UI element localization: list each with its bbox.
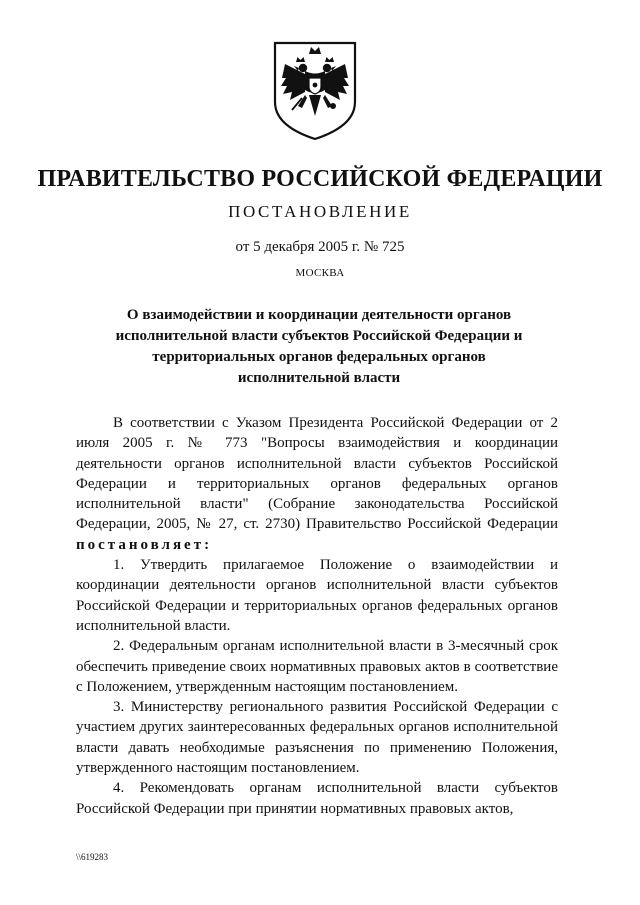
decree-item-1: 1. Утвердить прилагаемое Положение о взаимодействии и координации деятельности органов исполнительной власти субъектов Российской Федерации и территориальных органов федеральных органов исполнительной власти. bbox=[76, 557, 558, 634]
preamble-text: В соответствии с Указом Президента Российской Федерации от 2 июля 2005 г. № 773 "Вопросы взаимодействия и координации деятельности органов исполнительной власти субъектов Российской Федерации и территориальных органов федеральных органов исполнительной власти" (Собрание законодательства Российской Федерации, 2005, № 27, ст. 2730) Правительство Российской Федерации bbox=[76, 415, 558, 533]
decree-item-2: 2. Федеральным органам исполнительной власти в 3-месячный срок обеспечить приведение своих нормативных правовых актов в соответствие с Положением, утвержденным настоящим постановлением. bbox=[76, 638, 558, 695]
document-id: \\619283 bbox=[76, 852, 109, 862]
preamble-paragraph bbox=[76, 413, 558, 555]
government-title: ПРАВИТЕЛЬСТВО РОССИЙСКОЙ ФЕДЕРАЦИИ bbox=[37, 166, 603, 192]
decree-word: постановляет: bbox=[76, 536, 213, 553]
document-city: МОСКВА bbox=[295, 267, 345, 279]
decree-item-3: 3. Министерству регионального развития Российской Федерации с участием других заинтересованных федеральных органов исполнительной власти давать необходимые разъяснения по применению Положения, утвержденного настоящим постановлением. bbox=[76, 699, 558, 777]
document-subject: О взаимодействии и координации деятельности органов исполнительной власти субъектов Российской Федерации и территориальных органов федеральных органов исполнительной власти bbox=[115, 307, 523, 386]
decree-item-4: 4. Рекомендовать органам исполнительной власти субъектов Российской Федерации при принятии нормативных правовых актов, bbox=[76, 780, 558, 817]
document-type: ПОСТАНОВЛЕНИЕ bbox=[228, 202, 412, 221]
document-date-number: от 5 декабря 2005 г. № 725 bbox=[235, 239, 405, 255]
coat-of-arms-icon bbox=[272, 40, 358, 142]
document-body bbox=[76, 413, 558, 819]
